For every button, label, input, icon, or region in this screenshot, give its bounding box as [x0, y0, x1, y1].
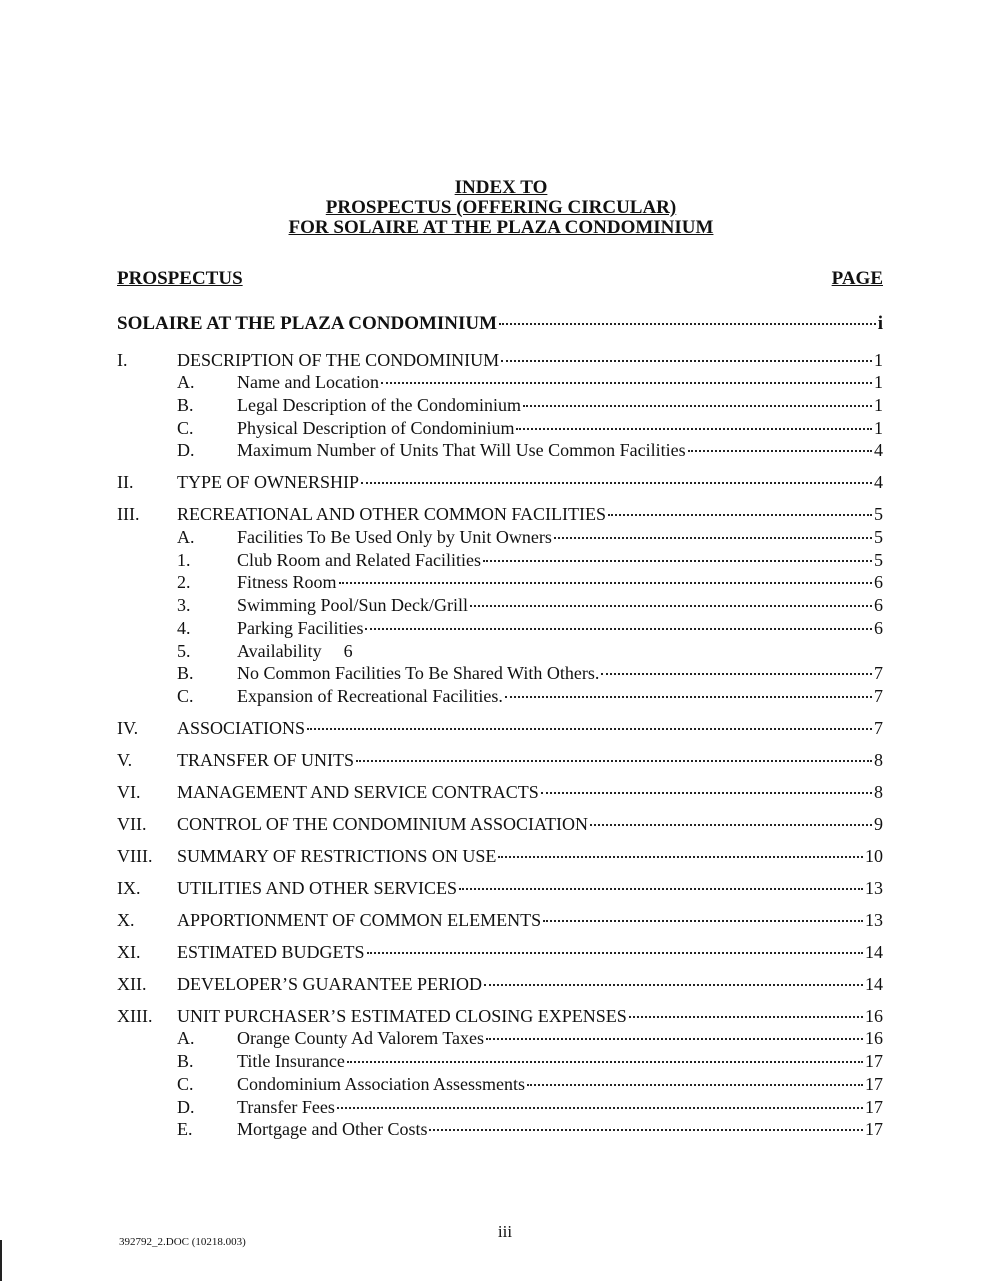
toc-subsection-entry[interactable] — [117, 439, 883, 462]
toc-section-number: XII. — [117, 973, 147, 994]
toc-subsection-number: D. — [177, 440, 195, 461]
toc-page-number: 6 — [874, 595, 883, 616]
toc-subsection-number: A. — [177, 1028, 195, 1049]
toc-section-entry[interactable] — [117, 909, 883, 932]
toc-subsection-number: B. — [177, 395, 194, 416]
toc-page-number: 8 — [874, 749, 883, 770]
toc-page-number: 17 — [865, 1073, 883, 1094]
toc-page-number: 13 — [865, 877, 883, 898]
dot-leader — [486, 1037, 863, 1040]
page-number: iii — [497, 1222, 513, 1241]
toc-page-number: 1 — [874, 372, 883, 393]
toc-entry-label: Expansion of Recreational Facilities. — [237, 685, 503, 706]
toc-page-number: 5 — [874, 527, 883, 548]
dot-leader — [523, 404, 872, 407]
toc-page-number: 1 — [874, 349, 883, 370]
toc-page-number: 7 — [874, 663, 883, 684]
toc-section-number: IX. — [117, 877, 141, 898]
toc-entry-label: No Common Facilities To Be Shared With Others. — [237, 663, 600, 684]
dot-leader — [356, 759, 872, 762]
toc-subsection-number: B. — [177, 663, 194, 684]
dot-leader — [543, 919, 863, 922]
toc-subsection-number: A. — [177, 527, 195, 548]
toc-subsection-number: A. — [177, 372, 195, 393]
toc-subsection-entry[interactable] — [117, 549, 883, 572]
dot-leader — [608, 513, 872, 516]
toc-entry-label: APPORTIONMENT OF COMMON ELEMENTS — [177, 909, 542, 930]
toc-entry-label: Orange County Ad Valorem Taxes — [237, 1028, 485, 1049]
dot-leader — [527, 1083, 863, 1086]
toc-subsection-number: E. — [177, 1119, 193, 1140]
toc-page-number: 5 — [874, 504, 883, 525]
toc-entry-label: DEVELOPER’S GUARANTEE PERIOD — [177, 973, 482, 994]
dot-leader — [499, 322, 876, 325]
toc-subsection-number: D. — [177, 1096, 195, 1117]
toc-subsection-entry[interactable] — [117, 526, 883, 549]
dot-leader — [601, 672, 872, 675]
dot-leader — [459, 887, 863, 890]
dot-leader — [629, 1015, 863, 1018]
dot-leader — [347, 1060, 863, 1063]
toc-section-entry[interactable] — [117, 973, 883, 996]
toc-page-number: 14 — [865, 941, 883, 962]
toc-section-entry[interactable] — [117, 1005, 883, 1028]
toc-entry-label: SOLAIRE AT THE PLAZA CONDOMINIUM — [117, 313, 498, 334]
toc-entry-label: Title Insurance — [237, 1051, 345, 1072]
toc-entry-label: TYPE OF OWNERSHIP — [177, 472, 360, 493]
toc-page-number: 7 — [874, 685, 883, 706]
toc-entry-label: Availability — [237, 640, 322, 661]
toc-entry-label: Transfer Fees — [237, 1096, 335, 1117]
toc-subsection-entry[interactable] — [117, 685, 883, 708]
toc-subsection-entry[interactable] — [117, 617, 883, 640]
toc-subsection-number: C. — [177, 685, 194, 706]
dot-leader — [484, 983, 863, 986]
toc-page-number: 10 — [865, 845, 883, 866]
toc-section-number: V. — [117, 749, 133, 770]
toc-page-number: 4 — [874, 440, 883, 461]
toc-entry-label: Name and Location — [237, 372, 379, 393]
toc-page-number: 16 — [865, 1028, 883, 1049]
toc-section-number: IV. — [117, 717, 139, 738]
title-line-2: PROSPECTUS (OFFERING CIRCULAR) — [325, 197, 677, 218]
toc-section-entry[interactable] — [117, 877, 883, 900]
toc-entry-label: DESCRIPTION OF THE CONDOMINIUM — [177, 349, 500, 370]
dot-leader — [307, 727, 872, 730]
toc-entry-label: Facilities To Be Used Only by Unit Owners — [237, 527, 552, 548]
dot-leader — [590, 823, 872, 826]
toc-entry-label: Fitness Room — [237, 572, 337, 593]
toc-entry-label: Club Room and Related Facilities — [237, 549, 481, 570]
toc-section-entry[interactable] — [117, 349, 883, 372]
toc-section-number: VIII. — [117, 845, 153, 866]
toc-entry-label: RECREATIONAL AND OTHER COMMON FACILITIES — [177, 504, 606, 525]
title-line-3: FOR SOLAIRE AT THE PLAZA CONDOMINIUM — [288, 217, 714, 238]
toc-page-number: 7 — [874, 717, 883, 738]
dot-leader — [429, 1128, 863, 1131]
toc-page-number: 17 — [865, 1051, 883, 1072]
dot-leader — [381, 381, 872, 384]
toc-page-number: 6 — [874, 617, 883, 638]
dot-leader — [498, 855, 863, 858]
toc-subsection-entry[interactable] — [117, 1027, 883, 1050]
toc-entry-label: MANAGEMENT AND SERVICE CONTRACTS — [177, 781, 539, 802]
toc-subsection-entry[interactable] — [117, 1073, 883, 1096]
column-heading-prospectus: PROSPECTUS — [117, 268, 243, 289]
dot-leader — [361, 481, 872, 484]
toc-page-number: 1 — [874, 395, 883, 416]
toc-section-number: VI. — [117, 781, 141, 802]
toc-page-number: 6 — [343, 640, 353, 661]
dot-leader — [470, 604, 872, 607]
toc-subsection-entry[interactable] — [117, 1096, 883, 1119]
toc-entry-label: Parking Facilities — [237, 617, 364, 638]
toc-subsection-number: 2. — [177, 572, 191, 593]
toc-entry-label: Legal Description of the Condominium — [237, 395, 521, 416]
toc-entry-label: CONTROL OF THE CONDOMINIUM ASSOCIATION — [177, 813, 589, 834]
toc-subsection-entry[interactable] — [117, 1118, 883, 1141]
toc-entry-label: Swimming Pool/Sun Deck/Grill — [237, 595, 469, 616]
dot-leader — [337, 1106, 863, 1109]
dot-leader — [688, 449, 872, 452]
dot-leader — [554, 536, 872, 539]
toc-subsection-number: C. — [177, 1073, 194, 1094]
toc-entry-label: TRANSFER OF UNITS — [177, 749, 355, 770]
document-id: 392792_2.DOC (10218.003) — [119, 1236, 246, 1248]
dot-leader — [365, 627, 872, 630]
toc-subsection-number: 1. — [177, 549, 191, 570]
toc-section-number: XIII. — [117, 1005, 153, 1026]
dot-leader — [501, 359, 872, 362]
toc-entry-label: UNIT PURCHASER’S ESTIMATED CLOSING EXPENSES — [177, 1005, 627, 1026]
toc-page-number: 5 — [874, 549, 883, 570]
toc-section-number: X. — [117, 909, 135, 930]
dot-leader — [339, 581, 872, 584]
toc-section-number: I. — [117, 349, 128, 370]
toc-subsection-number: 5. — [177, 640, 191, 661]
toc-entry-label: ASSOCIATIONS — [177, 717, 306, 738]
toc-section-entry[interactable] — [117, 813, 883, 836]
toc-front-entry[interactable] — [117, 313, 883, 336]
dot-leader — [505, 695, 872, 698]
toc-subsection-number: 3. — [177, 595, 191, 616]
dot-leader — [541, 791, 872, 794]
toc-entry-label: Mortgage and Other Costs — [237, 1119, 428, 1140]
toc-entry-label: ESTIMATED BUDGETS — [177, 941, 365, 962]
toc-subsection-entry[interactable] — [117, 394, 883, 417]
toc-entry-label: Maximum Number of Units That Will Use Common Facilities — [237, 440, 686, 461]
toc-page-number: 17 — [865, 1096, 883, 1117]
toc-section-entry[interactable] — [117, 471, 883, 494]
toc-section-entry[interactable] — [117, 941, 883, 964]
toc-section-number: III. — [117, 504, 140, 525]
toc-subsection-entry[interactable] — [117, 571, 883, 594]
toc-entry-label: UTILITIES AND OTHER SERVICES — [177, 877, 458, 898]
table-of-contents — [117, 313, 883, 1141]
toc-subsection-entry[interactable] — [117, 371, 883, 394]
toc-page-number: i — [877, 313, 883, 334]
toc-section-entry[interactable] — [117, 781, 883, 804]
toc-section-number: II. — [117, 472, 134, 493]
toc-subsection-entry[interactable] — [117, 594, 883, 617]
toc-subsection-entry[interactable] — [117, 1050, 883, 1073]
toc-page-number: 4 — [874, 472, 883, 493]
toc-page-number: 17 — [865, 1119, 883, 1140]
toc-page-number: 14 — [865, 973, 883, 994]
toc-page-number: 16 — [865, 1005, 883, 1026]
document-title — [0, 178, 1002, 238]
toc-page-number: 13 — [865, 909, 883, 930]
dot-leader — [367, 951, 864, 954]
toc-section-number: XI. — [117, 941, 141, 962]
toc-page-number: 6 — [874, 572, 883, 593]
toc-page-number: 9 — [874, 813, 883, 834]
toc-entry-label: SUMMARY OF RESTRICTIONS ON USE — [177, 845, 497, 866]
toc-subsection-entry[interactable] — [117, 640, 883, 663]
toc-page-number: 8 — [874, 781, 883, 802]
toc-subsection-entry[interactable] — [117, 662, 883, 685]
title-line-1: INDEX TO — [454, 177, 548, 198]
toc-section-entry[interactable] — [117, 717, 883, 740]
toc-subsection-entry[interactable] — [117, 417, 883, 440]
dot-leader — [516, 427, 872, 430]
toc-section-number: VII. — [117, 813, 147, 834]
toc-page-number: 1 — [874, 417, 883, 438]
toc-entry-label: Condominium Association Assessments — [237, 1073, 526, 1094]
dot-leader — [483, 559, 872, 562]
toc-subsection-number: C. — [177, 417, 194, 438]
toc-subsection-number: B. — [177, 1051, 194, 1072]
scan-edge-mark — [0, 1240, 2, 1281]
column-heading-page: PAGE — [831, 268, 883, 289]
toc-entry-label: Physical Description of Condominium — [237, 417, 515, 438]
toc-section-entry[interactable] — [117, 749, 883, 772]
toc-section-entry[interactable] — [117, 503, 883, 526]
toc-subsection-number: 4. — [177, 617, 191, 638]
toc-section-entry[interactable] — [117, 845, 883, 868]
